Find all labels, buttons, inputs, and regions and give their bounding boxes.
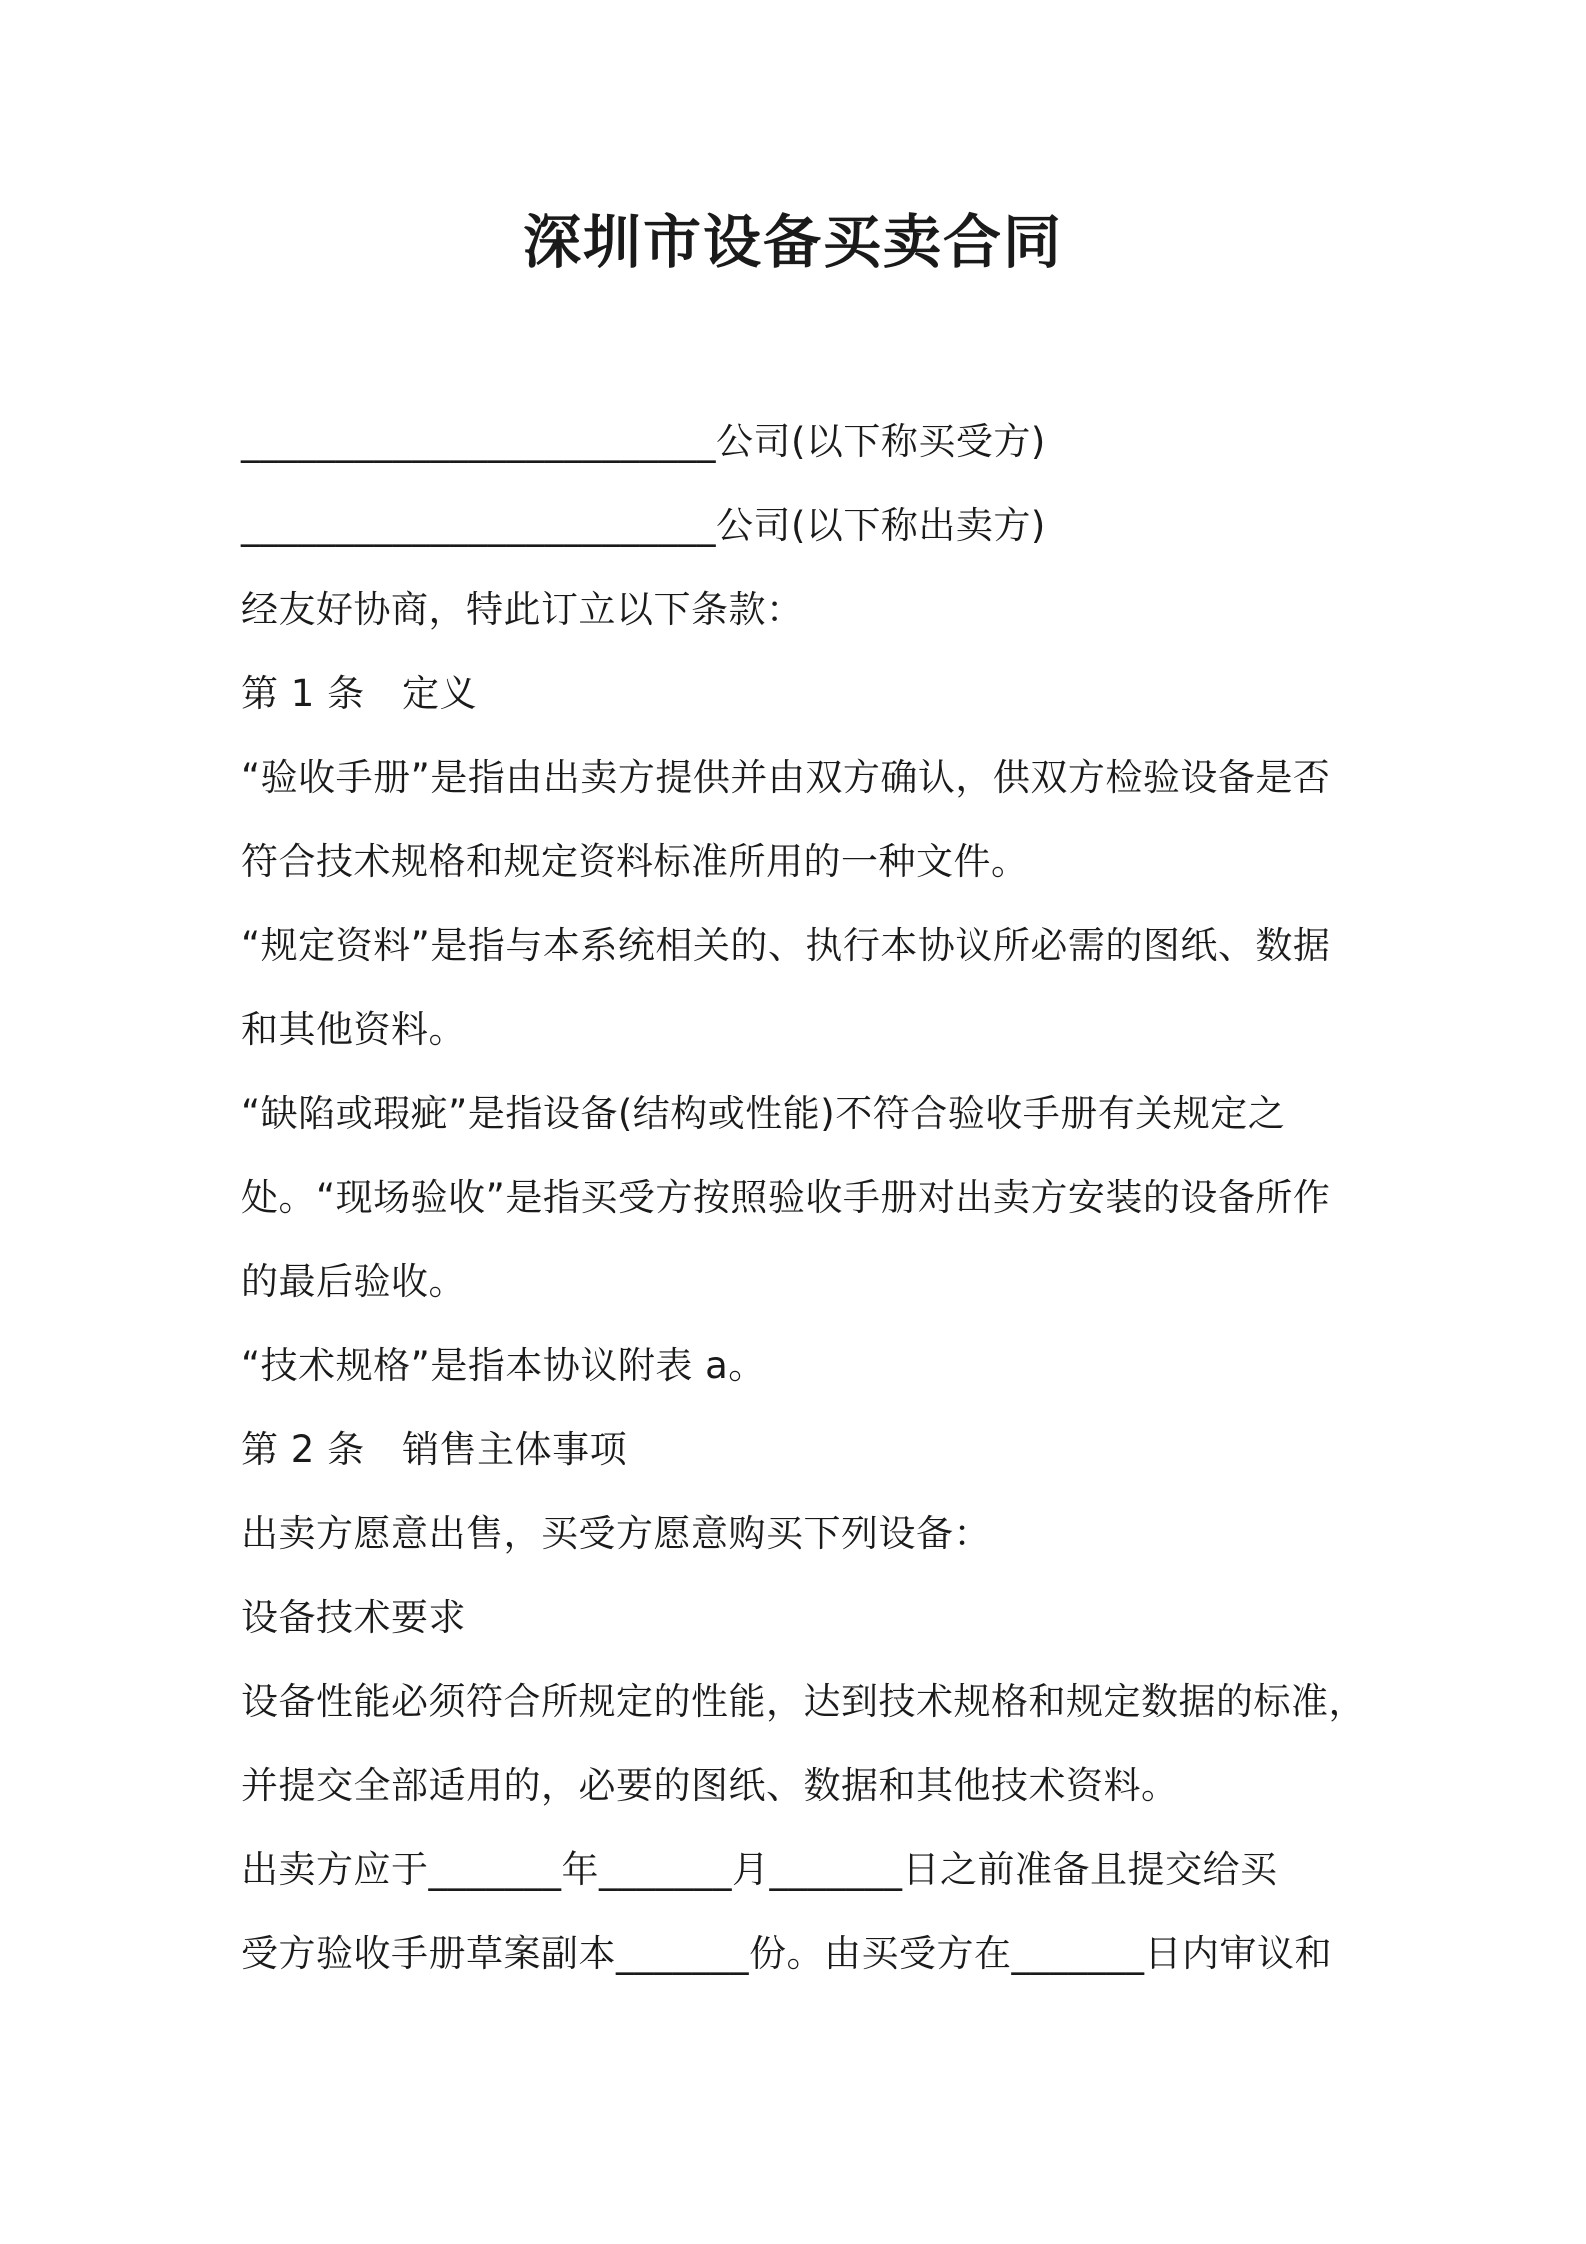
paragraph-line: 受方验收手册草案副本_______份。由买受方在_______日内审议和 — [241, 1932, 1332, 1975]
seller-party-line: _________________________公司(以下称出卖方) — [241, 504, 1046, 547]
definition-line: 处。“现场验收”是指买受方按照验收手册对出卖方安装的设备所作 — [241, 1176, 1331, 1219]
definition-line: “技术规格”是指本协议附表 a。 — [241, 1344, 766, 1387]
paragraph-line: 出卖方愿意出售，买受方愿意购买下列设备： — [241, 1512, 991, 1555]
definition-line: 和其他资料。 — [241, 1008, 466, 1051]
definition-line: 的最后验收。 — [241, 1260, 466, 1303]
document-body — [241, 400, 1366, 1996]
definition-line: “规定资料”是指与本系统相关的、执行本协议所必需的图纸、数据 — [241, 924, 1331, 967]
definition-line: 符合技术规格和规定资料标准所用的一种文件。 — [241, 840, 1029, 883]
document-title: 深圳市设备买卖合同 — [522, 208, 1063, 276]
article-2-heading: 第 2 条 销售主体事项 — [241, 1428, 628, 1471]
definition-line: “验收手册”是指由出卖方提供并由双方确认，供双方检验设备是否 — [241, 756, 1331, 799]
paragraph-line: 并提交全部适用的，必要的图纸、数据和其他技术资料。 — [241, 1764, 1179, 1807]
paragraph-line: 出卖方应于_______年_______月_______日之前准备且提交给买 — [241, 1848, 1278, 1891]
paragraph-line: 设备性能必须符合所规定的性能，达到技术规格和规定数据的标准， — [241, 1680, 1366, 1723]
preamble-line: 经友好协商，特此订立以下条款： — [241, 588, 804, 631]
article-1-heading: 第 1 条 定义 — [241, 672, 478, 715]
buyer-party-line: _________________________公司(以下称买受方) — [241, 420, 1046, 463]
subheading-line: 设备技术要求 — [241, 1596, 466, 1639]
definition-line: “缺陷或瑕疵”是指设备(结构或性能)不符合验收手册有关规定之 — [241, 1092, 1286, 1135]
